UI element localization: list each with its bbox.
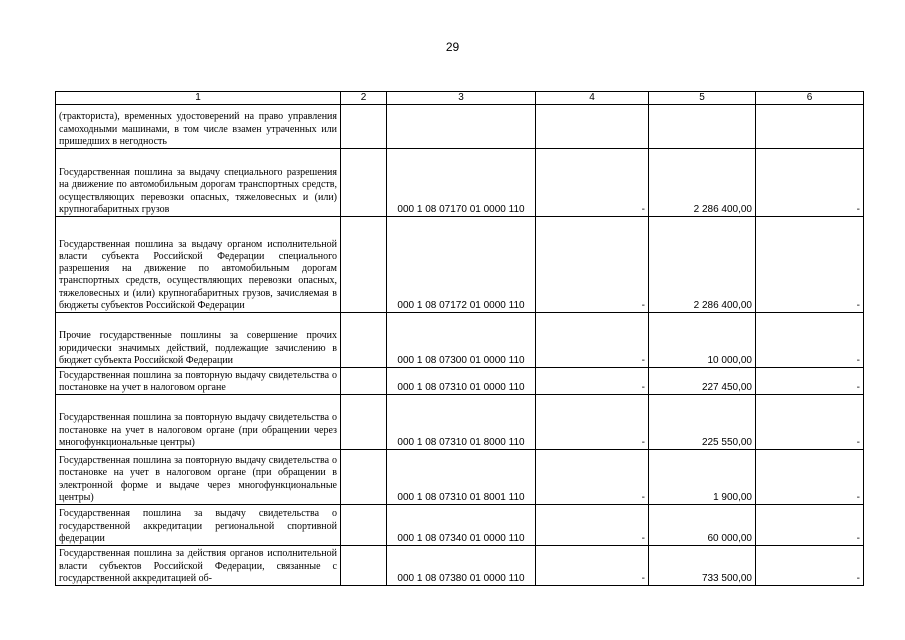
- row-name: Государственная пошлина за повторную выдачу свидетельства о постановке на учет в налоговом органе (при обращении в электронной форме и выдаче через многофункциональные центры): [56, 450, 341, 505]
- table-row: [56, 368, 864, 395]
- column-header-2: 2: [341, 92, 387, 105]
- row-name: Государственная пошлина за повторную выдачу свидетельства о постановке на учет в налоговом органе (при обращении через многофункциональные центры): [56, 395, 341, 450]
- row-col4: -: [536, 313, 649, 368]
- row-col5: [649, 105, 756, 149]
- row-col2: [341, 217, 387, 313]
- row-col2: [341, 450, 387, 505]
- row-col5: 2 286 400,00: [649, 217, 756, 313]
- row-col2: [341, 149, 387, 217]
- row-col4: -: [536, 505, 649, 546]
- table-row: [56, 505, 864, 546]
- row-col6: [756, 105, 864, 149]
- table-row: [56, 313, 864, 368]
- row-col2: [341, 313, 387, 368]
- row-col6: -: [756, 546, 864, 586]
- column-header-3: 3: [387, 92, 536, 105]
- table-row: [56, 217, 864, 313]
- row-col5: 60 000,00: [649, 505, 756, 546]
- row-col4: -: [536, 368, 649, 395]
- table-row: [56, 450, 864, 505]
- row-name: Государственная пошлина за выдачу специального разрешения на движение по автомобильным дорогам транспортных средств, осуществляющих перевозки опасных, тяжеловесных и (или) крупногабаритных грузов: [56, 149, 341, 217]
- row-col4: -: [536, 546, 649, 586]
- row-col4: -: [536, 395, 649, 450]
- row-col5: 10 000,00: [649, 313, 756, 368]
- row-name: (тракториста), временных удостоверений на право управления самоходными машинами, в том числе взамен утраченных или пришедших в негодность: [56, 105, 341, 149]
- row-col4: -: [536, 450, 649, 505]
- row-code: 000 1 08 07310 01 0000 110: [387, 368, 536, 395]
- row-col6: -: [756, 395, 864, 450]
- row-code: 000 1 08 07340 01 0000 110: [387, 505, 536, 546]
- row-name: Государственная пошлина за действия органов исполнительной власти субъектов Российской Федерации, связанные с государственной аккредитацией об-: [56, 546, 341, 586]
- row-col4: -: [536, 217, 649, 313]
- row-col6: -: [756, 217, 864, 313]
- row-col6: -: [756, 313, 864, 368]
- page-number: 29: [445, 40, 460, 54]
- row-col6: -: [756, 450, 864, 505]
- header-row: [56, 92, 864, 105]
- column-header-1: 1: [56, 92, 341, 105]
- row-code: 000 1 08 07310 01 8000 110: [387, 395, 536, 450]
- table-row: [56, 546, 864, 586]
- row-col2: [341, 368, 387, 395]
- row-col5: 227 450,00: [649, 368, 756, 395]
- row-code: 000 1 08 07170 01 0000 110: [387, 149, 536, 217]
- row-name: Государственная пошлина за выдачу свидетельства о государственной аккредитации региональной спортивной федерации: [56, 505, 341, 546]
- row-col6: -: [756, 505, 864, 546]
- column-header-6: 6: [756, 92, 864, 105]
- row-name: Государственная пошлина за выдачу органом исполнительной власти субъекта Российской Федерации специального разрешения на движение по автомобильным дорогам транспортных средств, осуществляющих перевозки опасных, тяжеловесных и (или) крупногабаритных грузов, зачисляемая в бюджеты субъектов Российской Федерации: [56, 217, 341, 313]
- row-col5: 733 500,00: [649, 546, 756, 586]
- row-code: 000 1 08 07380 01 0000 110: [387, 546, 536, 586]
- row-code: 000 1 08 07300 01 0000 110: [387, 313, 536, 368]
- row-name: Государственная пошлина за повторную выдачу свидетельства о постановке на учет в налоговом органе: [56, 368, 341, 395]
- row-col5: 1 900,00: [649, 450, 756, 505]
- column-header-5: 5: [649, 92, 756, 105]
- table-row: [56, 149, 864, 217]
- row-col2: [341, 395, 387, 450]
- row-code: 000 1 08 07172 01 0000 110: [387, 217, 536, 313]
- column-header-4: 4: [536, 92, 649, 105]
- row-col6: -: [756, 149, 864, 217]
- budget-table: [55, 91, 864, 586]
- row-col5: 2 286 400,00: [649, 149, 756, 217]
- row-col6: -: [756, 368, 864, 395]
- row-name: Прочие государственные пошлины за совершение прочих юридически значимых действий, подлежащие зачислению в бюджет субъекта Российской Федерации: [56, 313, 341, 368]
- row-col2: [341, 105, 387, 149]
- row-col4: -: [536, 149, 649, 217]
- row-col4: [536, 105, 649, 149]
- table-row: [56, 105, 864, 149]
- row-col5: 225 550,00: [649, 395, 756, 450]
- row-col2: [341, 546, 387, 586]
- row-code: [387, 105, 536, 149]
- row-code: 000 1 08 07310 01 8001 110: [387, 450, 536, 505]
- row-col2: [341, 505, 387, 546]
- table-row: [56, 395, 864, 450]
